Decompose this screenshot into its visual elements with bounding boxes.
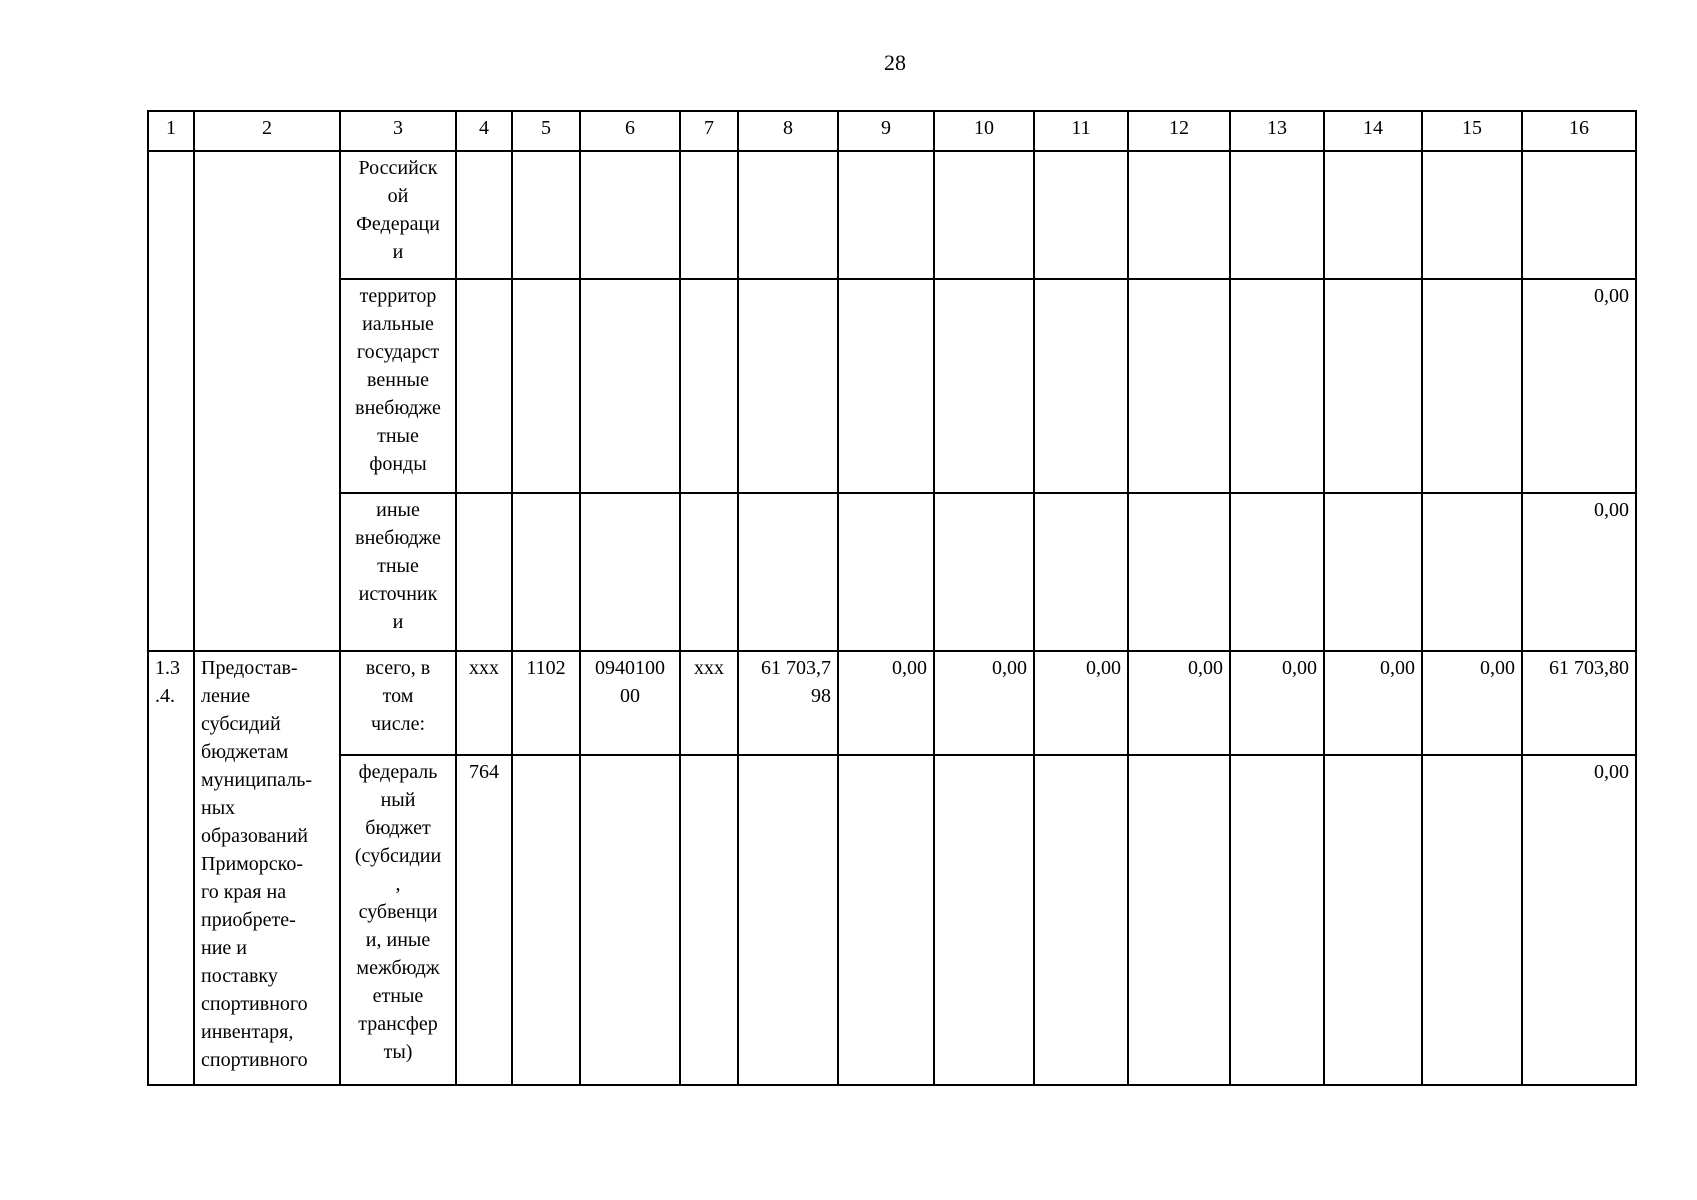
table-row [148,279,1636,493]
table-cell [838,279,934,493]
table-cell [934,493,1034,651]
budget-table [147,110,1637,1086]
table-cell [838,755,934,1085]
column-header: 1 [148,111,194,151]
table-cell [580,151,680,279]
column-header: 14 [1324,111,1422,151]
table-cell [1324,493,1422,651]
table-cell [738,493,838,651]
table-cell [580,279,680,493]
table-cell [580,755,680,1085]
column-header: 15 [1422,111,1522,151]
item-number: 1.3 .4. [148,651,194,1085]
col4-value: ххх [456,651,512,755]
column-header: 16 [1522,111,1636,151]
table-cell [194,151,340,651]
col15-value: 0,00 [1422,651,1522,755]
table-cell [1034,151,1128,279]
table-cell [1034,755,1128,1085]
table-cell [1128,151,1230,279]
table-cell [456,151,512,279]
column-header: 2 [194,111,340,151]
table-cell [1230,151,1324,279]
table-cell [838,151,934,279]
total-value: 0,00 [1522,755,1636,1085]
table-cell [738,279,838,493]
table-cell [1422,755,1522,1085]
column-header: 5 [512,111,580,151]
col16-value: 61 703,80 [1522,651,1636,755]
col7-value: ххх [680,651,738,755]
table-cell [738,151,838,279]
column-header: 12 [1128,111,1230,151]
table-cell [1324,755,1422,1085]
table-row [148,493,1636,651]
header-row [148,111,1636,151]
table-cell [1034,493,1128,651]
item-name: Предостав- ление субсидий бюджетам муниципаль- ных образований Приморско- го края на приобрете- ние и поставку спортивного инвентаря, спортивного [194,651,340,1085]
total-value: 0,00 [1522,279,1636,493]
table-cell [512,755,580,1085]
column-header: 3 [340,111,456,151]
table-cell [580,493,680,651]
table-cell [512,151,580,279]
table-cell [680,279,738,493]
column-header: 11 [1034,111,1128,151]
table-cell [738,755,838,1085]
table-cell [512,279,580,493]
table-row [148,151,1636,279]
table-row [148,651,1636,755]
table-cell [934,279,1034,493]
col14-value: 0,00 [1324,651,1422,755]
source-label: всего, в том числе: [340,651,456,755]
table-cell [838,493,934,651]
table-cell [1128,493,1230,651]
column-header: 4 [456,111,512,151]
source-label: Российск ой Федераци и [340,151,456,279]
source-label: территор иальные государст венные внебюдже тные фонды [340,279,456,493]
table-cell [512,493,580,651]
col6-value: 0940100 00 [580,651,680,755]
table-cell [934,151,1034,279]
table-cell [1324,279,1422,493]
table-cell [1422,151,1522,279]
col8-value: 61 703,7 98 [738,651,838,755]
column-header: 9 [838,111,934,151]
table-cell [1128,755,1230,1085]
table-cell [1522,151,1636,279]
page-number: 28 [884,50,906,75]
source-label: иные внебюдже тные источник и [340,493,456,651]
table-cell [1230,493,1324,651]
col4-value: 764 [456,755,512,1085]
column-header: 8 [738,111,838,151]
table-cell [456,279,512,493]
table-cell [1128,279,1230,493]
column-header: 7 [680,111,738,151]
table-cell [148,151,194,651]
column-header: 13 [1230,111,1324,151]
table-cell [1422,493,1522,651]
column-header: 6 [580,111,680,151]
col10-value: 0,00 [934,651,1034,755]
table-cell [680,151,738,279]
table-cell [934,755,1034,1085]
table-cell [1230,755,1324,1085]
column-header: 10 [934,111,1034,151]
table-cell [680,755,738,1085]
table-cell [1034,279,1128,493]
total-value: 0,00 [1522,493,1636,651]
col11-value: 0,00 [1034,651,1128,755]
col12-value: 0,00 [1128,651,1230,755]
table-cell [456,493,512,651]
source-label: федераль ный бюджет (субсидии , субвенци и, иные межбюдж етные трансфер ты) [340,755,456,1085]
table-cell [680,493,738,651]
col9-value: 0,00 [838,651,934,755]
table-cell [1422,279,1522,493]
table-cell [1324,151,1422,279]
col5-value: 1102 [512,651,580,755]
table-cell [1230,279,1324,493]
col13-value: 0,00 [1230,651,1324,755]
table-row [148,755,1636,1085]
